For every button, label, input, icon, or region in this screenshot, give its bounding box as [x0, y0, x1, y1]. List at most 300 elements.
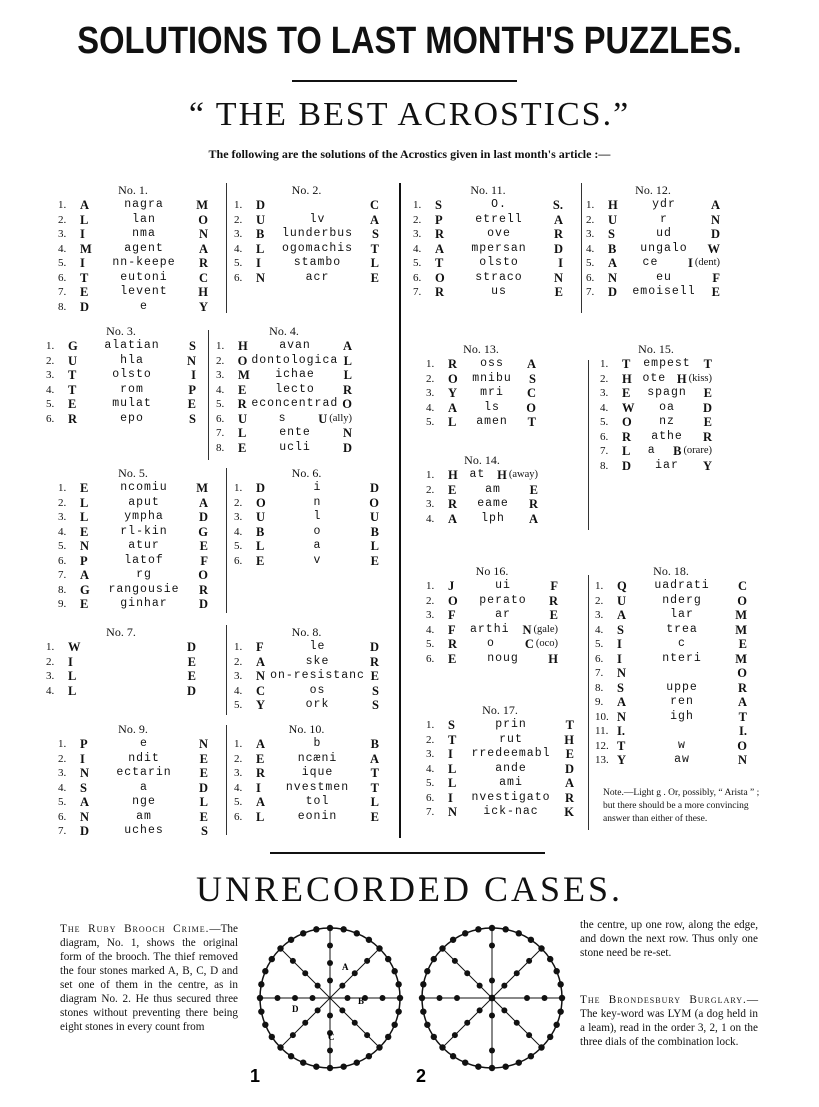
middle-letters: rom	[120, 382, 144, 396]
middle-letters: mri	[480, 386, 504, 399]
acrostic-row	[586, 198, 720, 213]
acrostic-row	[600, 357, 712, 372]
row-number: 5.	[426, 777, 435, 789]
stone-marker-c: C	[328, 1032, 335, 1042]
middle-letters: prin	[495, 718, 527, 731]
middle-letters	[631, 724, 733, 739]
middle-letters: rut	[499, 732, 523, 746]
first-letter: L	[80, 495, 89, 510]
last-letter: E	[199, 539, 208, 553]
last-letter: S	[372, 698, 379, 712]
last-letter: O	[198, 568, 208, 582]
last-letter: A	[369, 751, 379, 766]
acrostic-no-6	[234, 465, 379, 568]
middle-letters: am	[136, 809, 152, 823]
first-letter: S	[608, 227, 615, 241]
last-letter: C	[524, 637, 534, 651]
acrostic-row	[46, 339, 196, 354]
title-divider	[292, 80, 517, 82]
last-letter: N	[198, 227, 208, 241]
acrostic-title: No. 12.	[635, 183, 671, 197]
spoke-stone	[489, 1013, 495, 1019]
middle-letters: v	[313, 553, 322, 567]
row-number: 5.	[58, 257, 67, 269]
last-letter: E	[549, 608, 558, 622]
first-letter: L	[238, 426, 247, 440]
acrostic-row	[46, 354, 196, 369]
last-letter: A	[737, 695, 747, 709]
last-letter: O	[737, 738, 747, 753]
spoke-stone	[524, 995, 530, 1001]
last-letter: L	[199, 795, 208, 809]
rim-stone	[450, 1053, 456, 1059]
last-letter: Y	[198, 299, 208, 314]
middle-letters: s	[278, 411, 287, 425]
row-number: 6.	[586, 271, 595, 284]
row-number: 5.	[234, 796, 243, 808]
ruby-brooch-continued	[580, 918, 758, 960]
row-number: 5.	[234, 699, 243, 711]
middle-letters: rg	[136, 568, 152, 581]
acrostic-row	[216, 412, 352, 427]
row-number: 3.	[46, 670, 55, 682]
row-number: 5.	[586, 257, 595, 269]
middle-letters: iar	[655, 458, 679, 472]
last-letter: L	[370, 539, 379, 553]
middle-letters: nn-keepe	[112, 256, 176, 269]
middle-letters: acr	[305, 270, 330, 284]
last-letter: E	[738, 637, 747, 651]
acrostic-title: No. 17.	[482, 703, 518, 717]
acrostic-row	[413, 227, 563, 242]
acrostic-row	[426, 357, 536, 372]
first-letter: L	[68, 683, 77, 698]
row-number: 3.	[426, 387, 435, 399]
last-letter: E	[187, 654, 196, 669]
acrostic-row	[426, 497, 538, 512]
middle-letters: aput	[128, 495, 160, 509]
spoke-stone	[452, 958, 458, 964]
acrostic-row	[426, 805, 574, 820]
acrostic-row	[46, 383, 196, 398]
last-letter: E	[703, 415, 712, 429]
spoke-stone	[514, 970, 520, 976]
acrostic-title: No. 2.	[291, 183, 322, 197]
acrostic-row	[58, 583, 208, 598]
first-letter: T	[435, 256, 444, 270]
last-letter: S	[201, 824, 208, 838]
row-number: 3.	[600, 387, 609, 399]
acrostic-row	[426, 718, 574, 733]
row-number: 8.	[58, 583, 67, 596]
acrostic-row	[234, 810, 379, 825]
rim-stone	[340, 1063, 346, 1069]
row-number: 3.	[586, 228, 595, 240]
acrostic-row	[58, 795, 208, 810]
acrostic-row	[234, 684, 379, 699]
row-number: 2.	[46, 655, 55, 668]
acrostic-row	[234, 496, 379, 511]
row-number: 5.	[58, 796, 67, 808]
middle-letters: trea	[666, 622, 698, 636]
last-letter: R	[369, 654, 379, 669]
middle-letters: noug	[487, 651, 519, 665]
acrostic-row	[595, 666, 747, 681]
first-letter: M	[80, 241, 92, 256]
row-number: 1.	[600, 358, 609, 370]
stone-marker-a: A	[342, 962, 349, 972]
acrostic-row	[234, 640, 379, 655]
acrostic-row	[586, 227, 720, 242]
middle-letters: lunderbus	[281, 227, 354, 240]
row-number: 4.	[426, 623, 435, 636]
acrostic-row	[46, 684, 196, 699]
last-letter: N	[186, 353, 196, 368]
row-number: 4.	[58, 525, 67, 538]
middle-letters: oss	[480, 357, 504, 370]
middle-letters: agent	[124, 241, 164, 255]
last-letter: D	[564, 761, 574, 776]
last-letter: C	[198, 270, 208, 285]
middle-letters: uches	[124, 824, 164, 837]
row-number: 4.	[46, 684, 55, 697]
middle-letters: eame	[477, 497, 509, 510]
ruby-brooch-heading: The Ruby Brooch Crime.	[60, 923, 210, 935]
middle-letters: athe	[651, 429, 683, 443]
row-number: 12.	[595, 739, 609, 752]
first-letter: N	[256, 270, 266, 285]
first-letter: H	[608, 198, 618, 212]
first-letter: W	[622, 400, 635, 415]
first-letter: E	[68, 397, 77, 411]
middle-letters: nvestigato	[471, 790, 551, 804]
row-number: 2.	[216, 354, 225, 367]
last-letter: N	[342, 426, 352, 440]
middle-letters: levent	[120, 285, 168, 298]
last-letter: N	[737, 753, 747, 767]
middle-letters: ncæni	[297, 751, 338, 765]
middle-letters: ar	[495, 608, 511, 621]
divider-7-8	[226, 625, 227, 715]
last-letter: R	[198, 256, 208, 270]
last-letter: E	[370, 270, 379, 285]
row-number: 2.	[234, 752, 243, 765]
middle-letters: lan	[132, 212, 156, 226]
row-number: 1.	[234, 641, 243, 653]
acrostic-row	[586, 213, 720, 228]
rim-stone	[528, 1053, 534, 1059]
row-number: 2.	[234, 496, 243, 509]
row-extra: (oco)	[535, 638, 558, 649]
last-letter: W	[707, 241, 720, 256]
row-number: 2.	[234, 213, 243, 226]
first-letter: N	[448, 805, 458, 819]
acrostic-row	[216, 383, 352, 398]
middle-letters: atur	[128, 539, 160, 552]
last-letter: P	[188, 382, 196, 397]
first-letter: E	[238, 382, 247, 397]
last-letter: D	[369, 640, 379, 654]
rim-stone	[288, 1053, 294, 1059]
stone-marker-b: B	[358, 996, 365, 1006]
first-letter: B	[608, 241, 617, 256]
rim-stone	[258, 1008, 264, 1014]
rim-stone	[300, 930, 306, 936]
first-letter: L	[256, 809, 265, 824]
middle-letters: eonin	[297, 809, 338, 823]
last-letter: T	[738, 709, 747, 724]
rim-stone	[431, 1034, 437, 1040]
acrostic-row	[600, 386, 712, 401]
last-letter: I	[191, 368, 196, 382]
last-letter: H	[198, 285, 208, 299]
last-letter: R	[702, 429, 712, 444]
middle-letters: nge	[132, 795, 156, 808]
acrostic-row	[46, 640, 196, 655]
rim-stone	[502, 926, 508, 932]
last-letter: F	[200, 553, 208, 568]
row-number: 6.	[595, 652, 604, 665]
row-number: 1.	[58, 199, 67, 211]
rim-stone	[516, 1059, 522, 1065]
middle-letters: O.	[491, 198, 507, 211]
last-letter: B	[370, 524, 379, 539]
middle-letters	[270, 198, 365, 213]
spoke-stone	[452, 1032, 458, 1038]
acrostic-row	[586, 256, 720, 271]
last-letter: D	[553, 241, 563, 256]
rim-stone	[489, 1065, 495, 1071]
spoke-stone	[477, 983, 483, 989]
last-letter: M	[196, 198, 208, 212]
spoke-stone	[501, 983, 507, 989]
row-number: 2.	[426, 483, 435, 496]
acrostic-title: No 16.	[475, 564, 509, 578]
row-extra: (dent)	[694, 257, 720, 268]
spoke-stone	[310, 995, 316, 1001]
first-letter: F	[256, 640, 264, 654]
spoke-stone	[514, 1020, 520, 1026]
middle-letters: ydr	[652, 198, 676, 211]
first-letter: R	[237, 397, 247, 411]
middle-letters: amen	[476, 415, 508, 428]
first-letter: H	[622, 371, 632, 386]
last-letter: M	[735, 622, 747, 637]
first-letter: O	[256, 495, 266, 510]
middle-letters: lecto	[275, 382, 315, 396]
acrostic-row	[595, 579, 747, 594]
first-letter: E	[80, 524, 89, 539]
last-letter: E	[199, 766, 208, 780]
middle-letters: ske	[305, 654, 330, 668]
row-number: 5.	[216, 398, 225, 410]
row-number: 1.	[586, 199, 595, 211]
first-letter: I	[448, 790, 453, 805]
row-number: 3.	[216, 369, 225, 381]
middle-letters: tol	[305, 795, 330, 808]
spoke-stone	[464, 1020, 470, 1026]
first-letter: R	[435, 285, 445, 299]
middle-letters: e	[140, 299, 148, 313]
last-letter: E	[370, 669, 379, 683]
row-number: 2.	[426, 733, 435, 746]
acrostic-row	[46, 655, 196, 670]
acrostic-row	[46, 368, 196, 383]
rim-stone	[431, 956, 437, 962]
acrostic-row	[600, 430, 712, 445]
acrostic-row	[58, 496, 208, 511]
rim-stone	[391, 1022, 397, 1028]
last-letter: I	[558, 256, 563, 270]
acrostic-row	[426, 386, 536, 401]
last-letter: E	[370, 553, 379, 568]
row-number: 6.	[234, 554, 243, 567]
spoke-stone	[489, 1048, 495, 1054]
row-number: 4.	[58, 781, 67, 794]
section-title-cases: UNRECORDED CASES.	[195, 869, 624, 909]
acrostic-no-13	[426, 341, 536, 430]
first-letter: U	[256, 510, 266, 524]
first-letter: M	[238, 368, 250, 382]
first-letter: L	[80, 212, 89, 227]
middle-letters: ce	[642, 256, 659, 269]
middle-letters	[82, 669, 182, 684]
last-letter: R	[737, 680, 747, 695]
row-number: 4.	[600, 401, 609, 414]
row-number: 1.	[46, 641, 55, 653]
acrostic-row	[234, 781, 379, 796]
rim-stone	[538, 1044, 544, 1050]
first-letter: A	[80, 795, 90, 809]
row-number: 4.	[595, 623, 604, 636]
row-number: 5.	[595, 638, 604, 650]
first-letter: P	[80, 553, 88, 568]
row-number: 4.	[426, 762, 435, 775]
last-letter: C	[526, 386, 536, 400]
spoke-stone	[327, 960, 333, 966]
acrostic-no-18	[595, 563, 747, 768]
acrostic-row	[234, 752, 379, 767]
first-letter: Q	[617, 579, 627, 593]
rim-stone	[547, 956, 553, 962]
diagram-number: 1	[250, 1066, 261, 1086]
middle-letters: r	[660, 212, 668, 226]
row-number: 4.	[234, 525, 243, 538]
rim-stone	[385, 956, 391, 962]
middle-letters: a	[140, 780, 148, 794]
acrostic-row	[600, 459, 712, 474]
row-number: 2.	[58, 496, 67, 509]
acrostic-row	[426, 791, 574, 806]
acrostic-no-11	[413, 182, 563, 300]
first-letter: E	[80, 481, 89, 495]
brooch-diagram-2	[402, 912, 577, 1087]
middle-letters: le	[309, 640, 326, 653]
first-letter: D	[608, 285, 618, 299]
first-letter: E	[622, 386, 631, 400]
acrostic-row	[234, 554, 379, 569]
middle-letters: straco	[475, 270, 523, 284]
acrostic-title: No. 8.	[291, 625, 322, 639]
first-letter: N	[80, 766, 90, 780]
first-letter: D	[256, 198, 266, 212]
middle-letters: a	[647, 444, 656, 457]
middle-letters: nagra	[124, 198, 164, 211]
rim-stone	[269, 956, 275, 962]
acrostic-row	[234, 481, 379, 496]
first-letter: L	[68, 669, 77, 683]
middle-letters: ente	[279, 426, 311, 439]
diagram-number: 2	[416, 1066, 427, 1086]
row-number: 1.	[595, 580, 604, 592]
middle-letters: ogomachis	[281, 241, 354, 255]
row-number: 7.	[586, 286, 595, 298]
row-number: 11.	[595, 725, 609, 737]
middle-letters: olsto	[479, 256, 519, 269]
acrostic-row	[426, 579, 558, 594]
last-letter: N	[522, 622, 532, 637]
row-number: 3.	[413, 228, 422, 240]
row-number: 8.	[595, 681, 604, 694]
spoke-stone	[327, 1013, 333, 1019]
last-letter: O	[198, 212, 208, 227]
row-number: 8.	[216, 441, 225, 454]
row-number: 6.	[58, 271, 67, 284]
brondesbury-text	[580, 993, 758, 1049]
acrostic-row	[58, 752, 208, 767]
acrostic-row	[216, 426, 352, 441]
last-letter: H	[548, 651, 558, 666]
spoke-stone	[364, 1032, 370, 1038]
spoke-stone	[454, 995, 460, 1001]
rim-stone	[277, 1044, 283, 1050]
row-number: 2.	[426, 372, 435, 385]
acrostic-row	[426, 733, 574, 748]
row-number: 3.	[426, 498, 435, 510]
last-letter: E	[199, 809, 208, 824]
last-letter: C	[369, 198, 379, 212]
first-letter: E	[448, 651, 457, 666]
rim-stone	[313, 926, 319, 932]
first-letter: T	[622, 357, 631, 371]
rim-stone	[475, 1063, 481, 1069]
last-letter: Y	[702, 458, 712, 473]
divider-9-10	[226, 725, 227, 835]
row-number: 4.	[426, 512, 435, 525]
row-number: 5.	[234, 540, 243, 552]
first-letter: E	[238, 440, 247, 455]
first-letter: R	[448, 637, 458, 651]
first-letter: A	[608, 256, 618, 270]
acrostic-row	[426, 415, 536, 430]
middle-letters: stambo	[293, 256, 342, 269]
row-number: 1.	[234, 482, 243, 494]
row-number: 9.	[58, 598, 67, 610]
row-number: 7.	[58, 569, 67, 581]
first-letter: Y	[448, 386, 458, 400]
last-letter: T	[370, 780, 379, 795]
first-letter: I	[617, 651, 622, 666]
rim-stone	[288, 937, 294, 943]
first-letter: I	[256, 256, 261, 270]
row-number: 1.	[426, 469, 435, 481]
rim-stone	[462, 930, 468, 936]
row-number: 1.	[426, 580, 435, 592]
page-title: SOLUTIONS TO LAST MONTH'S PUZZLES.	[77, 20, 742, 62]
acrostic-row	[426, 747, 574, 762]
acrostic-row	[600, 444, 712, 459]
first-letter: A	[256, 654, 266, 669]
